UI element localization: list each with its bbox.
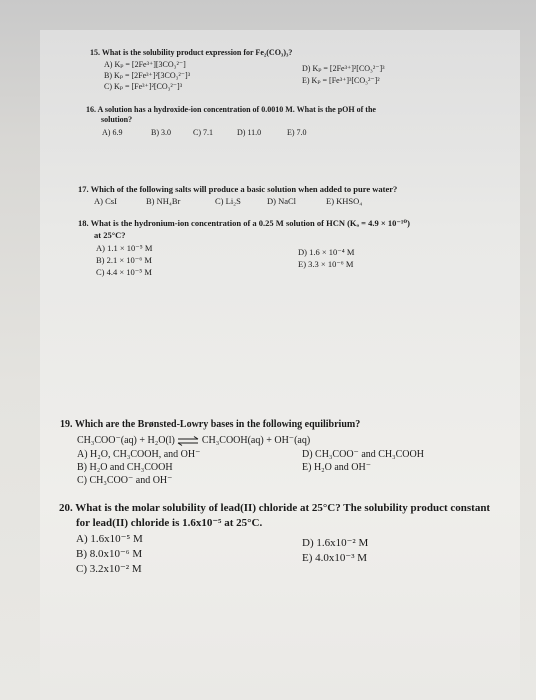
equilibrium-arrow-icon — [177, 436, 199, 446]
q16-option-b: B) 3.0 — [151, 128, 171, 137]
q16-option-c: C) 7.1 — [193, 128, 213, 137]
q18-stem-line2: at 25°C? — [94, 230, 126, 240]
q16-option-d: D) 11.0 — [237, 128, 262, 137]
q16-option-a: A) 6.9 — [102, 128, 123, 137]
q15-option-d: D) Kₚ = [2Fe³⁺]²[CO₃²⁻]³ — [302, 64, 385, 73]
q19-option-e: E) H₂O and OH⁻ — [302, 462, 372, 473]
q19-stem: 19. Which are the Brønsted-Lowry bases in the following equilibrium? — [60, 419, 361, 430]
q17-stem: 17. Which of the following salts will produce a basic solution when added to pure water? — [78, 184, 398, 194]
q20-stem-line2: for lead(II) chloride is 1.6x10⁻⁵ at 25°C. — [76, 517, 263, 529]
q16-stem-line1: 16. A solution has a hydroxide-ion concentration of 0.0010 M. What is the pOH of the — [86, 105, 376, 114]
q19-option-a: A) H₂O, CH₃COOH, and OH⁻ — [77, 449, 201, 460]
q15-stem: 15. What is the solubility product expression for Fe₂(CO₃)₃? — [90, 48, 293, 57]
q18-option-b: B) 2.1 × 10⁻⁶ M — [96, 255, 152, 265]
q20-option-b: B) 8.0x10⁻⁶ M — [76, 548, 143, 560]
q18-option-e: E) 3.3 × 10⁻⁶ M — [298, 259, 354, 269]
q20-option-c: C) 3.2x10⁻² M — [76, 563, 142, 575]
q18-option-c: C) 4.4 × 10⁻⁵ M — [96, 267, 152, 277]
q15-option-e: E) Kₚ = [Fe³⁺]³[CO₃²⁻]² — [302, 76, 380, 85]
q18-option-a: A) 1.1 × 10⁻⁵ M — [96, 243, 153, 253]
q19-equation-right: CH₃COOH(aq) + OH⁻(aq) — [201, 435, 311, 446]
q16-option-e: E) 7.0 — [287, 128, 307, 137]
q19-option-b: B) H₂O and CH₃COOH — [77, 462, 173, 473]
q16-stem-line2: solution? — [101, 115, 133, 124]
q18-stem-line1: 18. What is the hydronium-ion concentration of a 0.25 M solution of HCN (Kₐ = 4.9 × 10⁻¹⁰) — [78, 218, 410, 228]
q15-option-c: C) Kₚ = [Fe³⁺]²[CO₃²⁻]³ — [104, 82, 183, 91]
q20-option-a: A) 1.6x10⁻⁵ M — [76, 533, 143, 545]
q17-option-c: C) Li₂S — [215, 196, 241, 206]
q15-option-b: B) Kₚ = [2Fe³⁺]²[3CO₃²⁻]³ — [104, 71, 191, 80]
q17-option-d: D) NaCl — [267, 196, 297, 206]
q15-option-a: A) Kₚ = [2Fe³⁺][3CO₃²⁻] — [104, 60, 186, 69]
q19-option-c: C) CH₃COO⁻ and OH⁻ — [77, 475, 173, 486]
q17-option-a: A) CsI — [94, 196, 117, 206]
q20-stem-line1: 20. What is the molar solubility of lead(II) chloride at 25°C? The solubility product constant — [59, 502, 491, 514]
q18-option-d: D) 1.6 × 10⁻⁴ M — [298, 247, 355, 257]
q19-option-d: D) CH₃COO⁻ and CH₃COOH — [302, 449, 424, 460]
q20-option-e: E) 4.0x10⁻³ M — [302, 552, 368, 564]
q19-equation-left: CH₃COO⁻(aq) + H₂O(l) — [77, 435, 175, 446]
q17-option-e: E) KHSO₄ — [326, 196, 363, 206]
q17-option-b: B) NH₄Br — [146, 196, 181, 206]
q19-equation — [77, 435, 310, 446]
q20-option-d: D) 1.6x10⁻² M — [302, 537, 369, 549]
